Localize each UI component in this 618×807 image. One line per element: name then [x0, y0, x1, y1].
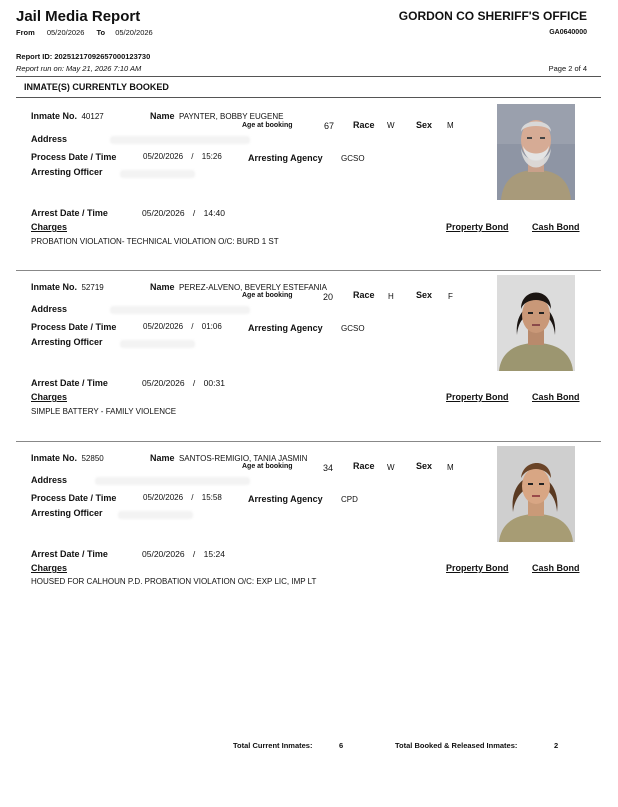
arresting-officer-label: Arresting Officer	[31, 167, 103, 177]
charge-text: PROBATION VIOLATION- TECHNICAL VIOLATION O/C: BURD 1 ST	[31, 237, 279, 246]
from-date: 05/20/2026	[46, 28, 85, 37]
process-date: 05/20/2026	[143, 322, 184, 331]
race-label: Race	[353, 290, 375, 300]
section-title: INMATE(S) CURRENTLY BOOKED	[24, 82, 169, 92]
header-divider	[16, 76, 601, 77]
total-current-label: Total Current Inmates:	[233, 741, 313, 750]
race-value: W	[387, 463, 395, 472]
charge-text: HOUSED FOR CALHOUN P.D. PROBATION VIOLATION O/C: EXP LIC, IMP LT	[31, 577, 317, 586]
race-label: Race	[353, 120, 375, 130]
arrest-date: 05/20/2026	[142, 549, 185, 559]
redacted-address	[110, 306, 250, 314]
process-date-value: 05/20/2026 / 01:06	[143, 322, 222, 331]
inmate-name-row	[150, 277, 327, 295]
inmate-no-value: 40127	[81, 112, 104, 121]
sex-label: Sex	[416, 120, 433, 130]
to-label: To	[96, 28, 106, 37]
report-title: Jail Media Report	[16, 8, 141, 25]
total-current-value: 6	[339, 741, 344, 750]
process-date-label: Process Date / Time	[31, 322, 117, 332]
charges-label: Charges	[31, 222, 68, 232]
redacted-officer	[118, 511, 193, 519]
arrest-time: 15:24	[203, 549, 225, 559]
name-label: Name	[150, 282, 175, 292]
inmate-number-row	[31, 448, 104, 466]
inmate-no-label: Inmate No.	[31, 111, 78, 121]
sex-value: M	[447, 463, 454, 472]
arresting-officer-label: Arresting Officer	[31, 337, 103, 347]
sex-value: F	[448, 292, 453, 301]
name-value: PEREZ-ALVENO, BEVERLY ESTEFANIA	[178, 283, 328, 292]
inmate-record	[0, 439, 618, 609]
arresting-agency-value: GCSO	[341, 324, 365, 333]
report-id: Report ID: 20251217092657000123730	[16, 52, 151, 61]
property-bond-label: Property Bond	[446, 563, 509, 573]
inmate-number-row	[31, 277, 104, 295]
process-date: 05/20/2026	[143, 152, 184, 161]
sex-value: M	[447, 121, 454, 130]
mugshot-image	[497, 104, 575, 200]
charges-label: Charges	[31, 563, 68, 573]
age-label: Age at booking	[242, 292, 293, 299]
address-label: Address	[31, 304, 68, 314]
charges-label: Charges	[31, 392, 68, 402]
from-label: From	[16, 28, 35, 37]
arresting-agency-value: GCSO	[341, 154, 365, 163]
inmate-no-label: Inmate No.	[31, 453, 78, 463]
process-date-label: Process Date / Time	[31, 152, 117, 162]
ori-code: GA0640000	[549, 29, 587, 36]
age-value: 67	[324, 121, 335, 131]
process-date-value: 05/20/2026 / 15:58	[143, 493, 222, 502]
arresting-agency-label: Arresting Agency	[248, 153, 323, 163]
arrest-date-value: 05/20/2026 / 15:24	[142, 549, 225, 559]
address-label: Address	[31, 475, 68, 485]
property-bond-label: Property Bond	[446, 392, 509, 402]
sex-label: Sex	[416, 461, 433, 471]
process-date: 05/20/2026	[143, 493, 184, 502]
inmate-record	[0, 98, 618, 268]
arrest-date: 05/20/2026	[142, 378, 185, 388]
mugshot-photo	[497, 275, 575, 371]
report-run: Report run on: May 21, 2026 7:10 AM	[16, 64, 142, 73]
race-value: H	[388, 292, 394, 301]
process-time: 01:06	[201, 322, 222, 331]
charge-text: SIMPLE BATTERY - FAMILY VIOLENCE	[31, 407, 177, 416]
property-bond-label: Property Bond	[446, 222, 509, 232]
inmate-record	[0, 268, 618, 438]
address-label: Address	[31, 134, 68, 144]
process-date-label: Process Date / Time	[31, 493, 117, 503]
inmate-no-value: 52719	[81, 283, 104, 292]
cash-bond-label: Cash Bond	[532, 563, 580, 573]
arrest-date-value: 05/20/2026 / 14:40	[142, 208, 225, 218]
name-label: Name	[150, 453, 175, 463]
redacted-address	[110, 136, 250, 144]
race-value: W	[387, 121, 395, 130]
process-date-value: 05/20/2026 / 15:26	[143, 152, 222, 161]
arresting-agency-label: Arresting Agency	[248, 323, 323, 333]
age-value: 34	[323, 463, 334, 473]
page-number: Page 2 of 4	[548, 64, 587, 73]
age-label: Age at booking	[242, 122, 293, 129]
mugshot-image	[497, 446, 575, 542]
mugshot-photo	[497, 446, 575, 542]
inmate-no-value: 52850	[81, 454, 104, 463]
arrest-time: 14:40	[203, 208, 225, 218]
cash-bond-label: Cash Bond	[532, 392, 580, 402]
mugshot-photo	[497, 104, 575, 200]
arresting-officer-label: Arresting Officer	[31, 508, 103, 518]
arrest-date-label: Arrest Date / Time	[31, 549, 108, 559]
name-label: Name	[150, 111, 175, 121]
arresting-agency-value: CPD	[341, 495, 358, 504]
redacted-address	[95, 477, 250, 485]
race-label: Race	[353, 461, 375, 471]
arrest-time: 00:31	[203, 378, 225, 388]
inmate-number-row	[31, 106, 104, 124]
total-booked-released-value: 2	[554, 741, 559, 750]
name-value: SANTOS-REMIGIO, TANIA JASMIN	[178, 454, 308, 463]
age-label: Age at booking	[242, 463, 293, 470]
mugshot-image	[497, 275, 575, 371]
process-time: 15:58	[201, 493, 222, 502]
arrest-date-label: Arrest Date / Time	[31, 208, 108, 218]
sex-label: Sex	[416, 290, 433, 300]
arrest-date-value: 05/20/2026 / 00:31	[142, 378, 225, 388]
inmate-no-label: Inmate No.	[31, 282, 78, 292]
age-value: 20	[323, 292, 334, 302]
redacted-officer	[120, 170, 195, 178]
agency-name: GORDON CO SHERIFF'S OFFICE	[398, 9, 587, 23]
cash-bond-label: Cash Bond	[532, 222, 580, 232]
name-value: PAYNTER, BOBBY EUGENE	[178, 112, 284, 121]
arrest-date: 05/20/2026	[142, 208, 185, 218]
arrest-date-label: Arrest Date / Time	[31, 378, 108, 388]
arresting-agency-label: Arresting Agency	[248, 494, 323, 504]
total-booked-released-label: Total Booked & Released Inmates:	[395, 741, 518, 750]
date-range	[16, 28, 153, 37]
redacted-officer	[120, 340, 195, 348]
process-time: 15:26	[201, 152, 222, 161]
to-date: 05/20/2026	[115, 28, 153, 37]
